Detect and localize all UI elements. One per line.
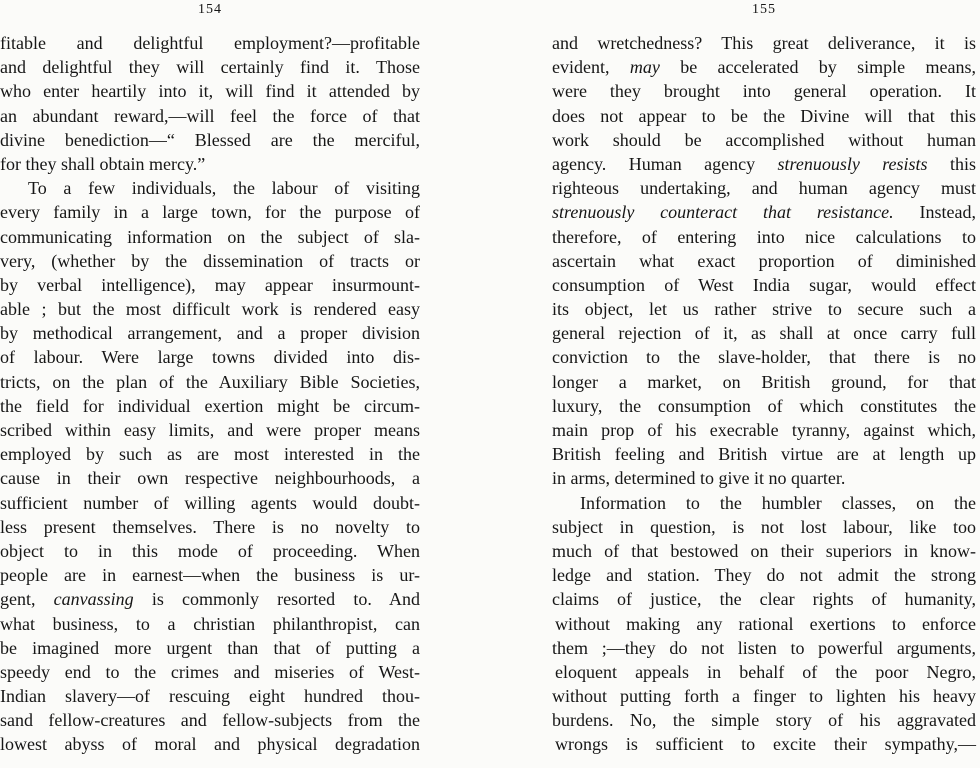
text-line: therefore, of entering into nice calculations to bbox=[552, 226, 976, 247]
text-line: wrongs is sufficient to excite their sympathy,— bbox=[555, 734, 976, 755]
text-line: less present themselves. There is no novelty to bbox=[0, 516, 420, 537]
text-line-italic-strenuously: agency. Human agency strenuously resists this bbox=[552, 153, 976, 174]
text-line: them ;—they do not listen to powerful arguments, bbox=[552, 637, 976, 658]
text-line: conviction to the slave-holder, that there is no bbox=[552, 347, 976, 368]
text-line: very, (whether by the dissemination of tracts or bbox=[0, 250, 420, 271]
text-line: speedy end to the crimes and miseries of West- bbox=[0, 661, 420, 682]
right-page-text bbox=[552, 31, 976, 757]
text-line: of labour. Were large towns divided into dis- bbox=[0, 347, 420, 368]
text-line: fitable and delightful employment?—profitable bbox=[0, 33, 420, 53]
text-line: consumption of West India sugar, would effect bbox=[552, 274, 976, 295]
text-line: what business, to a christian philanthropist, can bbox=[0, 613, 420, 634]
text-line: ascertain what exact proportion of diminished bbox=[552, 250, 976, 271]
text-line: scribed within easy limits, and were proper means bbox=[0, 420, 420, 440]
text-line: Information to the humbler classes, on the bbox=[580, 492, 976, 513]
text-line: righteous undertaking, and human agency must bbox=[552, 178, 976, 199]
text-line: by methodical arrangement, and a proper division bbox=[0, 323, 420, 344]
text-line: people are in earnest—when the business is ur- bbox=[0, 565, 420, 586]
text-line: British feeling and British virtue are at length up bbox=[552, 444, 976, 465]
text-line: claims of justice, the clear rights of humanity, bbox=[552, 589, 976, 610]
text-line: without putting forth a finger to lighten his heavy bbox=[552, 686, 976, 707]
text-line: work should be accomplished without human bbox=[552, 129, 976, 150]
text-line: communicating information on the subject of sla- bbox=[0, 226, 420, 247]
text-line: cause in their own respective neighbourhoods, a bbox=[0, 468, 420, 489]
left-page bbox=[0, 0, 420, 768]
text-line: divine benediction—“ Blessed are the merciful, bbox=[0, 129, 420, 150]
text-line: in arms, determined to give it no quarter. bbox=[552, 468, 846, 489]
text-line: for they shall obtain mercy.” bbox=[0, 153, 206, 174]
page-number-left: 154 bbox=[198, 2, 222, 17]
text-line-italic-counteract: strenuously counteract that resistance. Instead, bbox=[552, 202, 976, 223]
text-line: burdens. No, the simple story of his aggravated bbox=[552, 710, 976, 731]
text-line: tricts, on the plan of the Auxiliary Bible Societies, bbox=[0, 371, 420, 392]
text-line: Indian slavery—of rescuing eight hundred thou- bbox=[0, 686, 420, 707]
right-page bbox=[552, 0, 976, 768]
text-line: were they brought into general operation. It bbox=[552, 81, 976, 102]
text-line: employed by such as are most interested in the bbox=[0, 444, 420, 465]
text-line: ledge and station. They do not admit the strong bbox=[552, 565, 976, 586]
text-line: object to in this mode of proceeding. When bbox=[0, 540, 420, 561]
text-line: general rejection of it, as shall at once carry full bbox=[552, 323, 976, 344]
text-line: much of that bestowed on their superiors in know- bbox=[552, 540, 976, 561]
text-line: lowest abyss of moral and physical degradation bbox=[0, 734, 420, 755]
left-page-text bbox=[0, 31, 420, 757]
page-number-right: 155 bbox=[752, 2, 776, 17]
text-line-italic-may: evident, may be accelerated by simple means, bbox=[552, 57, 976, 78]
text-line: by verbal intelligence), may appear insurmount- bbox=[0, 274, 420, 295]
text-line: its object, let us rather strive to secure such a bbox=[552, 299, 976, 320]
text-line: subject in question, is not lost labour, like too bbox=[552, 516, 976, 537]
text-line: able ; but the most difficult work is rendered easy bbox=[0, 299, 420, 320]
text-line: and wretchedness? This great deliverance, it is bbox=[552, 33, 976, 53]
text-line: luxury, the consumption of which constitutes the bbox=[552, 395, 976, 416]
text-line: be imagined more urgent than that of putting a bbox=[0, 637, 420, 658]
text-line-italic-canvassing: gent, canvassing is commonly resorted to. And bbox=[0, 589, 420, 610]
text-line: does not appear to be the Divine will that this bbox=[552, 105, 976, 126]
text-line: and delightful they will certainly find it. Those bbox=[0, 57, 420, 78]
text-line: without making any rational exertions to enforce bbox=[555, 613, 976, 634]
text-line: an abundant reward,—will feel the force of that bbox=[0, 105, 420, 126]
text-line: main prop of his execrable tyranny, against which, bbox=[552, 420, 976, 440]
text-line: the field for individual exertion might be circum- bbox=[0, 395, 420, 416]
text-line: every family in a large town, for the purpose of bbox=[0, 202, 420, 223]
text-line: sufficient number of willing agents would doubt- bbox=[0, 492, 420, 513]
text-line: sand fellow-creatures and fellow-subjects from the bbox=[0, 710, 420, 731]
text-line: eloquent appeals in behalf of the poor Negro, bbox=[555, 661, 976, 682]
text-line: who enter heartily into it, will find it attended by bbox=[0, 81, 420, 102]
text-line: longer a market, on British ground, for that bbox=[552, 371, 976, 392]
text-line: To a few individuals, the labour of visiting bbox=[28, 178, 420, 199]
